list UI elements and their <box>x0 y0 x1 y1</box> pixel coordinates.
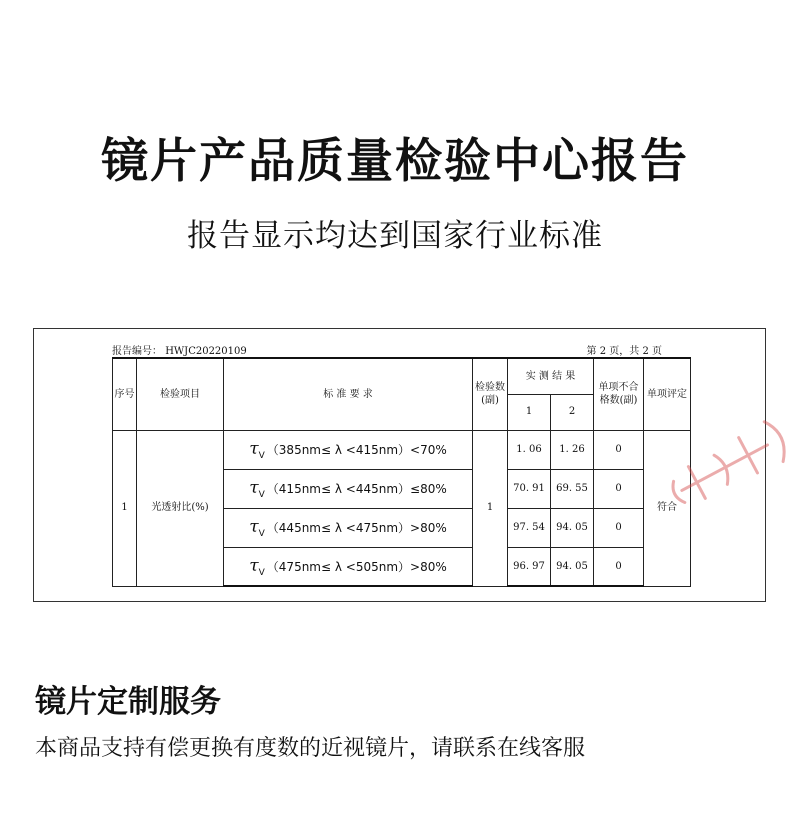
header-requirement: 标 准 要 求 <box>224 358 473 430</box>
tau-symbol: τ <box>249 439 259 460</box>
unqualified-value: 0 <box>594 430 644 469</box>
header-unqualified: 单项不合格数(副) <box>594 358 644 430</box>
service-description: 本商品支持有偿更换有度数的近视镜片，请联系在线客服 <box>35 736 586 761</box>
requirement-cell <box>224 430 473 469</box>
requirement-range: （415nm≤ λ <445nm）≤80% <box>266 482 447 497</box>
tau-symbol: τ <box>249 517 259 538</box>
requirement-range: （475nm≤ λ <505nm）>80% <box>266 559 447 574</box>
tau-symbol: τ <box>249 478 259 499</box>
measured-1-value: 96. 97 <box>508 547 551 586</box>
row-seq: 1 <box>113 430 137 586</box>
header-rating: 单项评定 <box>644 358 691 430</box>
report-number-value: HWJC20220109 <box>165 346 247 357</box>
page-subtitle: 报告显示均达到国家行业标准 <box>187 218 603 254</box>
page-title: 镜片产品质量检验中心报告 <box>101 134 689 189</box>
row-rating: 符合 <box>644 430 691 586</box>
service-title: 镜片定制服务 <box>35 684 221 720</box>
requirement-cell <box>224 547 473 586</box>
report-page-info: 第 2 页，共 2 页 <box>586 346 662 357</box>
measured-1-value: 97. 54 <box>508 508 551 547</box>
inspection-table <box>112 357 691 587</box>
measured-1-value: 1. 06 <box>508 430 551 469</box>
v-subscript: V <box>258 490 265 501</box>
requirement-cell <box>224 469 473 508</box>
tau-symbol: τ <box>249 555 259 576</box>
unqualified-value: 0 <box>594 547 644 586</box>
header-measured: 实 测 结 果 <box>508 358 594 394</box>
row-item: 光透射比(%) <box>137 430 224 586</box>
header-seq: 序号 <box>113 358 137 430</box>
report-number-label: 报告编号： <box>112 346 162 357</box>
measured-2-value: 94. 05 <box>551 547 594 586</box>
unqualified-value: 0 <box>594 469 644 508</box>
report-header <box>112 340 662 356</box>
report-number <box>112 342 247 357</box>
v-subscript: V <box>258 451 265 462</box>
measured-2-value: 94. 05 <box>551 508 594 547</box>
requirement-range: （445nm≤ λ <475nm）>80% <box>266 521 447 536</box>
measured-2-value: 69. 55 <box>551 469 594 508</box>
measured-2-value: 1. 26 <box>551 430 594 469</box>
requirement-cell <box>224 508 473 547</box>
requirement-range: （385nm≤ λ <415nm）<70% <box>266 443 447 458</box>
header-measured-1: 1 <box>508 394 551 430</box>
measured-1-value: 70. 91 <box>508 469 551 508</box>
header-sample-count: 检验数(副) <box>473 358 508 430</box>
row-sample-count: 1 <box>473 430 508 586</box>
v-subscript: V <box>258 567 265 578</box>
v-subscript: V <box>258 529 265 540</box>
unqualified-value: 0 <box>594 508 644 547</box>
header-measured-2: 2 <box>551 394 594 430</box>
header-item: 检验项目 <box>137 358 224 430</box>
